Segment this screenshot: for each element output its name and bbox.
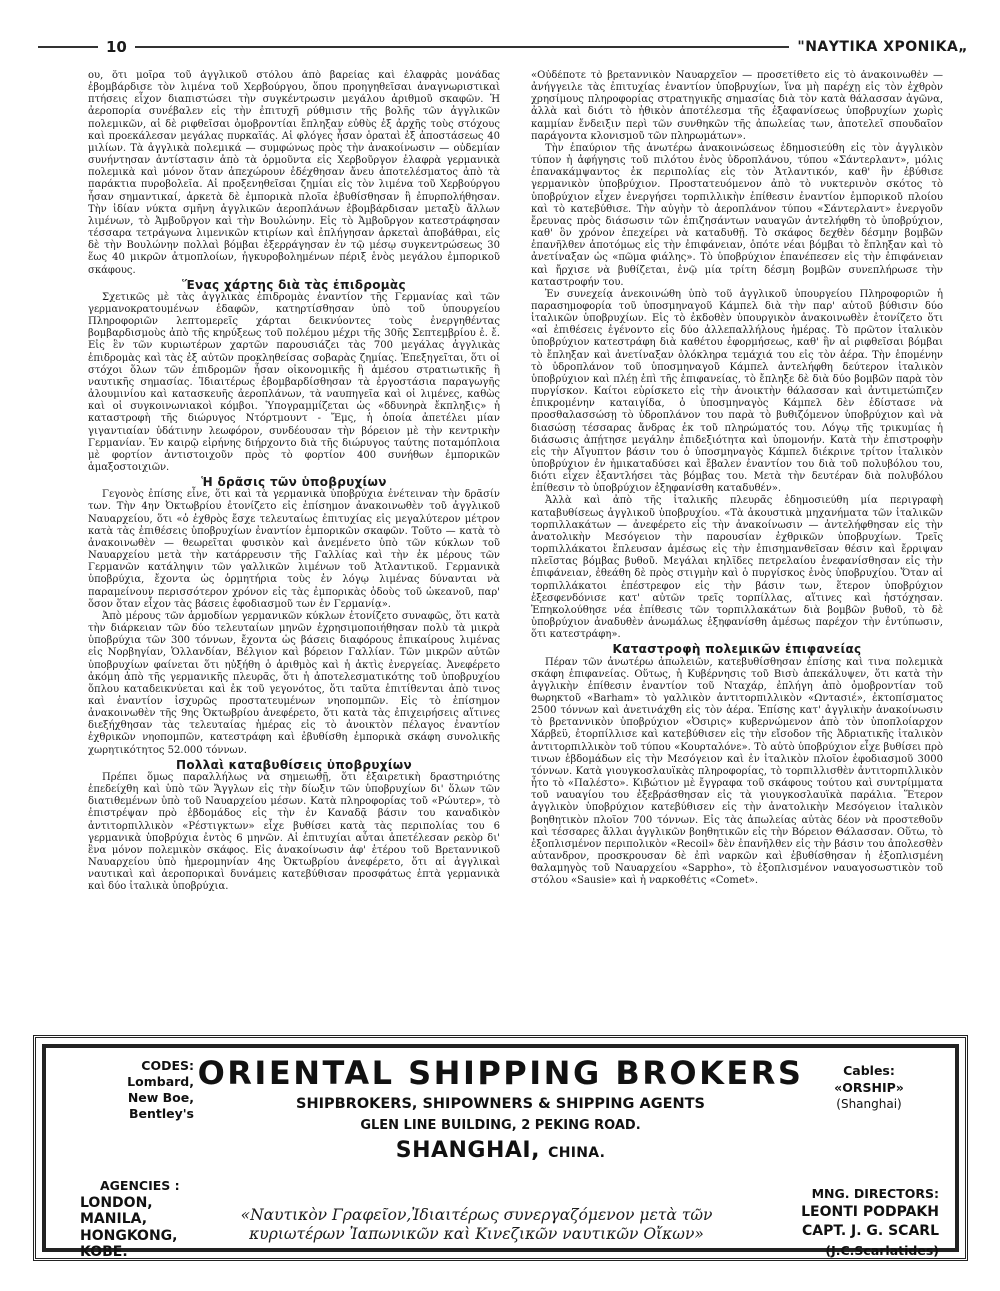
page-number: 10 xyxy=(106,38,127,56)
greek-note xyxy=(218,1206,735,1244)
cables-block xyxy=(799,1062,939,1113)
paragraph: Ἀπὸ μέρους τῶν ἁρμοδίων γερμανικῶν κύκλων ἐτονίζετο συναφῶς, ὅτι κατὰ τὴν διάρκειαν τῶν δύο τελευταίων μηνῶν ἐχρησιμοποιήθησαν πολὺ τὰ μικρὰ ὑποβρύχια τῶν 300 τόννων, ἔχοντα ὡς βάσεις διαφόρους ἐπικαίρους λιμένας εἰς Νορβηγίαν, Ὁλλανδίαν, Βέλγιον καὶ βόρειον Γαλλίαν. Τῶν μικρῶν αὐτῶν ὑποβρυχίων φαίνεται ὅτι ηὐξήθη ὁ ἀριθμὸς καὶ ἡ ἀκτὶς ἐνεργείας. Ἀνεφέρετο ἀκόμη ἀπὸ τῆς γερμανικῆς πλευρᾶς, ὅτι ἡ ἀποτελεσματικότης τοῦ ὑποβρυχίου ὅπλου καταδεικνύεται καὶ ἐκ τοῦ γεγονότος, ὅτι ταῦτα ἐπιτίθενται ἀπὸ τινος καὶ ἐναντίον ἰσχυρῶς προστατευμένων νηοπομπῶν. Εἰς τὸ ἐπίσημον ἀνακοινωθὲν τῆς 9ης Ὀκτωβρίου ἀνεφέρετο, ὅτι κατὰ τὰς ἐπιχειρήσεις αἵτινες διεξήχθησαν τὰς τελευταίας ἡμέρας εἰς τὸ ἀνοικτὸν πέλαγος ἐναντίον ἐχθρικῶν νηοπομπῶν, κατεστράφη καὶ ἐβυθίσθη ἐμπορικὰ σκάφη συνολικῆς χωρητικότητος 52.000 τόννων. xyxy=(88,610,500,756)
director-note: (J.C.Scarlatides) xyxy=(825,1243,939,1258)
agency-item: KOBE. xyxy=(80,1244,128,1260)
section-heading: Ἕνας χάρτης διὰ τὰς ἐπιδρομὰς xyxy=(182,277,406,292)
directors-block xyxy=(729,1184,939,1260)
agencies-label: AGENCIES : xyxy=(100,1178,180,1193)
codes-label: CODES: xyxy=(141,1058,194,1073)
code-item: Lombard, xyxy=(127,1074,194,1089)
page-header xyxy=(38,36,968,58)
running-title: "ΝΑΥΤΙΚΑ ΧΡΟΝΙΚΑ„ xyxy=(797,39,968,55)
section-heading: Καταστροφὴ πολεμικῶν ἐπιφανείας xyxy=(612,642,862,657)
agency-item: MANILA, xyxy=(80,1211,148,1227)
company-name: ORIENTAL SHIPPING BROKERS xyxy=(197,1054,804,1092)
agency-item: LONDON, xyxy=(80,1194,153,1211)
paragraph: Γεγονὸς ἐπίσης εἶνε, ὅτι καὶ τὰ γερμανικὰ ὑποβρύχια ἐνέτειναν τὴν δρᾶσίν των. Τὴν 4ην Ὀκτωβρίου ἐτονίζετο εἰς ἐπίσημον ἀνακοινωθὲν τοῦ ἀγγλικοῦ Ναυαρχείου, ὅτι «ὁ ἐχθρὸς ἔσχε τελευταίως ἐπιτυχίας εἰς μεγαλύτερον μέτρον κατὰ τὰς ἐπιθέσεις ὑποβρυχίων ἐναντίον ἐμπορικῶν σκαφῶν. Τοῦτο — κατὰ τὸ ἀνακοινωθὲν — θεωρεῖται φυσικὸν καὶ ἀνεμένετο ὑπὸ τῶν κύκλων τοῦ Ναυαρχείου μετὰ τὴν κατάρρευσιν τῆς Γαλλίας καὶ τὴν ἐκ μέρους τῶν Γερμανῶν κατάληψιν τῶν γαλλικῶν λιμένων τοῦ Ἀτλαντικοῦ. Γερμανικὰ ὑποβρύχια, ἔχοντα ὡς ὁρμητήρια τοὺς ἐν λόγῳ λιμένας δύνανται νὰ παραμείνουν περισσότερον χρόνον εἰς τὰς ἐμπορικὰς ὁδοὺς τοῦ ὠκεανοῦ, παρ' ὅσον ὅταν εἶχον τὰς βάσεις ἐφοδιασμοῦ των ἐν Γερμανίᾳ». xyxy=(88,489,500,610)
city-name: SHANGHAI, xyxy=(395,1138,540,1163)
right-column xyxy=(531,70,943,1030)
cables-label: Cables: xyxy=(843,1063,895,1078)
company-services: SHIPBROKERS, SHIPOWNERS & SHIPPING AGENTS xyxy=(296,1096,705,1112)
country-name: CHINA. xyxy=(548,1145,606,1161)
left-column xyxy=(88,70,500,1030)
cables-city: (Shanghai) xyxy=(836,1097,902,1111)
header-rule xyxy=(38,46,98,48)
company-city xyxy=(196,1138,805,1163)
agency-item: HONGKONG, xyxy=(80,1227,178,1244)
paragraph: «Οὐδέποτε τὸ βρεταννικὸν Ναυαρχεῖον — προσετίθετο εἰς τὸ ἀνακοινωθὲν — ἀνήγγειλε τὰς ἐπιτυχίας ἐναντίον ὑποβρυχίων, ἵνα μὴ παρέχῃ εἰς τὸν ἐχθρὸν χρησίμους πληροφορίας στρατηγικῆς σημασίας διὰ τὸν κατὰ θάλασσαν ἀγῶνα, ἀλλὰ καὶ διότι τὸ ἠθικὸν ἀποτέλεσμα τῆς ἐξαφανίσεως ὑποβρυχίων χωρὶς καμμίαν ἔνδειξιν περὶ τῶν συνθηκῶν τῆς ἀπωλείας των, ἀποτελεῖ σπουδαῖον παράγοντα κλονισμοῦ τῶν πληρωμάτων». xyxy=(531,70,943,142)
paragraph: Πρέπει ὅμως παραλλήλως νὰ σημειωθῇ, ὅτι ἐξαιρετικὴ δραστηριότης ἐπεδείχθη καὶ ὑπὸ τῶν Ἄγγλων εἰς τὴν δίωξιν τῶν ὑποβρυχίων δι' ὅλων τῶν διατιθεμένων ὑπὸ τοῦ Ναυαρχείου μέσων. Κατὰ πληροφορίας τοῦ «Ρώυτερ», τὸ ἐπιστρέψαν πρὸ ἑβδομάδος εἰς τὴν ἐν Καναδᾷ βάσιν του καναδικὸν ἀντιτορπιλλικὸν «Ρέστιγκτων» εἶχε βυθίσει κατὰ τὰς περιπολίας του 6 γερμανικὰ ὑποβρύχια ἐντὸς 6 μηνῶν. Αἱ ἐπιτυχίαι αὗται ἀπετέλεσαν ρεκὸρ δι' ἓνα μόνον πολεμικὸν σκάφος. Εἰς ἀνακοίνωσιν ἀφ' ἑτέρου τοῦ Βρεταννικοῦ Ναυαρχείου ὑπὸ ἡμερομηνίαν 4ης Ὀκτωβρίου ἀνεφέρετο, ὅτι αἱ ἀγγλικαὶ ναυτικαὶ καὶ ἀεροπορικαὶ δυνάμεις κατεβύθισαν προσφάτως ἑπτὰ γερμανικὰ καὶ δύο ἰταλικὰ ὑποβρύχια. xyxy=(88,771,500,893)
paragraph: ου, ὅτι μοῖρα τοῦ ἀγγλικοῦ στόλου ἀπὸ βαρείας καὶ ἐλαφρὰς μονάδας ἐβομβάρδισε τὸν λιμένα τοῦ Χερβούργου, ὅπου προηγηθεῖσαι ἀναγνωριστικαὶ πτήσεις εἶχον διαπιστώσει τὴν συγκέντρωσιν μεγάλου ἀριθμοῦ σκαφῶν. Ἡ ἀεροπορία συνέβαλεν εἰς τὴν ἐπιτυχῆ ρύθμισιν τῆς βολῆς τῶν ἀγγλικῶν πολεμικῶν, αἱ δὲ ριφθεῖσαι ὀμοβροντίαι ἔπληξαν εὐθὺς ἐξ ἀρχῆς τοὺς στόχους καὶ προεκάλεσαν μεγάλας πυρκαϊάς. Αἱ φλόγες ἦσαν ὁραταὶ ἐξ ἀποστάσεως 40 μιλίων. Τὰ ἀγγλικὰ πολεμικά — συμφώνως πρὸς τὴν ἀνακοίνωσιν — οὐδεμίαν συνήντησαν ἀντίστασιν ἀπὸ τὰ ὁρμοῦντα εἰς Χερβοῦργον ἐλαφρὰ γερμανικὰ πολεμικὰ καὶ μόνον ὅταν ἀπεχώρουν ἐδέχθησαν ἄνευ ἀποτελέσματος ἀπὸ τὰ παράκτια πυροβολεῖα. Αἱ προξενηθεῖσαι ζημίαι εἰς τὸν λιμένα τοῦ Χερβούργου ἦσαν σημαντικαί, ἀρκετὰ δὲ ἐμπορικὰ πλοῖα ἐβυθίσθησαν ἢ ἐπυρπολήθησαν. Τὴν ἰδίαν νύκτα σμῆνη ἀγγλικῶν ἀεροπλάνων ἐβομβάρδισαν μεταξὺ ἄλλων λιμένων, τὸ Ἀμβοῦργον καὶ τὴν Βουλώνην. Εἰς τὸ Ἀμβοῦργον κατεστράφησαν τέσσαρα τετράγωνα λιμενικῶν κτιρίων καὶ ἐπλήγησαν ἀρκεταὶ ἀποβάθραι, εἰς δὲ τὴν Βουλώνην πολλαὶ βόμβαι ἐξερράγησαν ἐν τῷ μέσῳ συγκεντρώσεως 30 ἕως 40 μικρῶν ἀτμοπλοίων, ἠγκυροβολημένων πέριξ ἑνὸς μεγάλου ἐμπορικοῦ σκάφους. xyxy=(88,70,500,276)
section-heading: Πολλαὶ καταβυθίσεις ὑποβρυχίων xyxy=(176,757,412,772)
greek-note-line: κυριωτέρων Ἰαπωνικῶν καὶ Κινεζικῶν ναυτικῶν Οἴκων» xyxy=(249,1225,704,1243)
paragraph: Σχετικῶς μὲ τὰς ἀγγλικὰς ἐπιδρομὰς ἐναντίον τῆς Γερμανίας καὶ τῶν γερμανοκρατουμένων ἐδαφῶν, κατηρτίσθησαν ὑπὸ τοῦ ὑπουργείου Πληροφοριῶν λεπτομερεῖς χάρται δεικνύοντες τοὺς ἐνεργηθέντας βομβαρδισμοὺς ἀπὸ τῆς κηρύξεως τοῦ πολέμου μέχρι τῆς 30ῆς Σεπτεμβρίου ἐ. ἔ. Εἰς ἓν τῶν κυριωτέρων χαρτῶν παρουσιάζει τὰς 700 μεγάλας ἀγγλικὰς ἐπιδρομὰς καὶ τὰς ἐξ αὐτῶν προκληθείσας σοβαρὰς ζημίας. Ἐπεξηγεῖται, ὅτι οἱ στόχοι ὅλων τῶν ἐπιδρομῶν ἦσαν οἰκονομικῆς ἢ ἀμέσου στρατιωτικῆς ἢ ναυτικῆς σημασίας. Ἰδιαιτέρως ἐβομβαρδίσθησαν τὰ ἐργοστάσια παραγωγῆς ἀλουμινίου καὶ κατασκευῆς ἀεροπλάνων, τὰ ναυπηγεῖα καὶ οἱ λιμένες, καθὼς καὶ οἱ συγκοινωνιακοὶ κόμβοι. Ὑπογραμμίζεται ὡς «δδυνηρὰ ἔκπληξις» ἡ καταστροφὴ τῆς διώρυγος Ντόρτμουντ - Ἔμς, ἡ ὁποία ἀπετέλει μίαν γιγαντιαίαν ὑδάτινην λεωφόρον, συνδέουσαν τὴν βόρειον μὲ τὴν κεντρικὴν Γερμανίαν. Ἐν καιρῷ εἰρήνης διήρχοντο διὰ τῆς διώρυγος ταύτης ποταμόπλοια μὲ φορτίον ἀντιστοιχοῦν πρὸς τὸ φορτίον 400 συνήθων ἐμπορικῶν ἁμαξοστοιχιῶν. xyxy=(88,291,500,473)
paragraph: Πέραν τῶν ἀνωτέρω ἀπωλειῶν, κατεβυθίσθησαν ἐπίσης καὶ τινα πολεμικὰ σκάφη ἐπιφανείας. Οὕτως, ἡ Κυβέρνησις τοῦ Βισὺ ἀπεκάλυψεν, ὅτι κατὰ τὴν ἀγγλικὴν ἐπίθεσιν ἐναντίον τοῦ Νταχάρ, ἐπλήγη ἀπὸ ὀμοβροντίαν τοῦ θωρηκτοῦ «Barham» τὸ γαλλικὸν ἀντιτορπιλλικὸν «Ωντασιέ», ἐκτοπίσματος 2500 τόννων καὶ ἀνετινάχθη εἰς τὸν ἀέρα. Ἐπίσης κατ' ἀγγλικὴν ἀνακοίνωσιν τὸ βρεταννικὸν ὑποβρύχιον «Ὀσιρις» κυβερνώμενον ἀπὸ τὸν ὑποπλοίαρχον Χάρβεϋ, ἐτορπίλλισε καὶ κατεβύθισεν εἰς τὴν εἴσοδον τῆς Ἀδριατικῆς ἰταλικὸν ἀντιτορπιλλικὸν τοῦ τύπου «Κουρταλόνε». Τὸ αὐτὸ ὑποβρύχιον εἶχε βυθίσει πρὸ τινων ἑβδομάδων εἰς τὴν Μεσόγειον καὶ ἐν ἰταλικὸν πλοῖον ἐφοδιασμοῦ 3000 τόννων. Κατὰ γιουγκοσλαυϊκὰς πληροφορίας, τὸ τορπιλλισθὲν ἀντιτορπιλλικὸν ἦτο τὸ «Παλέστο». Κιβώτιον μὲ ἔγγραφα τοῦ σκάφους τούτου καὶ συντρίμματα τοῦ ναυαγίου του ἐξεβράσθησαν εἰς τὰ γιουγκοσλαυϊκὰ παράλια. Ἕτερον ἀγγλικὸν ὑποβρύχιον κατεβύθισεν εἰς τὴν ἀνατολικὴν Μεσόγειον ἰταλικὸν βοηθητικὸν πλοῖον 700 τόννων. Εἰς τὰς ἀπωλείας αὐτὰς δέον νὰ προστεθοῦν καὶ τέσσαρες ἄλλαι ἀγγλικῶν βοηθητικῶν εἰς τὴν Βόρειον Θάλασσαν. Οὕτω, τὸ ἐξοπλισμένον περιπολικὸν «Recoil» δὲν ἐπανῆλθεν εἰς τὴν βάσιν του ἀπολεσθὲν αὐτανδρον, προσκρουσαν δὲ ἐπὶ ναρκῶν καὶ ἐβυθίσθησαν ἡ ἐξοπλισμένη θαλαμηγὸς τοῦ Ναυαρχείου «Sappho», τὸ ἐξοπλισμένον ναυαγοσωστικὸν τοῦ στόλου «Sausie» καὶ ἡ ναρκοθέτις «Comet». xyxy=(531,656,943,887)
paragraph: Τὴν ἐπαύριον τῆς ἀνωτέρω ἀνακοινώσεως ἐδημοσιεύθη εἰς τὸν ἀγγλικὸν τύπον ἡ ἀφήγησις τοῦ πιλότου ἑνὸς ὑδροπλάνου, τύπου «Σάντερλαντ», μόλις ἐπανακάμψαντος ἐκ περιπολίας εἰς τὸν Ἀτλαντικόν, καθ' ἣν ἐβύθισε γερμανικὸν ὑποβρύχιον. Προστατευόμενον ἀπὸ τὸ νυκτερινὸν σκότος τὸ ὑποβρύχιον εἶχεν ἐνεργήσει τορπιλλικὴν ἐπίθεσιν ἐναντίον ἐμπορικοῦ πλοίου καὶ τὸ κατεβύθισε. Τὴν αὐγὴν τὸ ἀεροπλάνον τύπου «Σάντερλαντ» ἐνεργοῦν ἔρευνας πρὸς διάσωσιν τῶν ἐπιζησάντων ναυαγῶν ἀντελήφθη τὸ ὑποβρύχιον, καθ' ὃν χρόνον ἐπεχείρει νὰ καταδυθῇ. Τὸ σκάφος δεχθὲν δέσμην βομβῶν ἐπανῆλθεν ἀποτόμως εἰς τὴν ἐπιφάνειαν, ὁπότε νέαι βόμβαι τὸ ἔπληξαν καὶ τὸ ἀνετίναξαν ὡς «πῶμα φιάλης». Τὸ ὑποβρύχιον ἐπανέπεσεν εἰς τὴν ἐπιφάνειαν καὶ ἤρχισε νὰ βυθίζεται, ἐνῷ μία τρίτη δέσμη βομβῶν συνεπλήρωσε τὴν καταστροφήν του. xyxy=(531,142,943,288)
code-item: New Boe, xyxy=(127,1090,194,1105)
agencies-block xyxy=(80,1178,210,1261)
greek-note-line: «Ναυτικὸν Γραφεῖον,Ἰδιαιτέρως συνεργαζόμενον μετὰ τῶν xyxy=(240,1206,713,1224)
codes-block xyxy=(84,1058,194,1122)
advert-frame xyxy=(42,1044,959,1260)
shipping-advertisement xyxy=(33,1035,968,1261)
directors-label: MNG. DIRECTORS: xyxy=(811,1186,939,1201)
cables-code: «ORSHIP» xyxy=(834,1080,904,1095)
company-address: GLEN LINE BUILDING, 2 PEKING ROAD. xyxy=(360,1118,641,1133)
article-columns xyxy=(88,70,943,1030)
director-name: CAPT. J. G. SCARL xyxy=(802,1223,939,1239)
code-item: Bentley's xyxy=(128,1106,194,1121)
paragraph: Ἐν συνεχείᾳ ἀνεκοινώθη ὑπὸ τοῦ ἀγγλικοῦ ὑπουργείου Πληροφοριῶν ἡ παρασημοφορία τοῦ ὑποσμηναγοῦ Κάμπελ διὰ τὴν παρ' αὐτοῦ βύθισιν δύο ἰταλικῶν ὑποβρυχίων. Εἰς τὸ ἐκδοθὲν ὑπουργικὸν ἀνακοινωθὲν ἐτονίζετο ὅτι «αἱ ἐπιθέσεις ἐγένοντο εἰς δύο ἀλλεπαλλήλους ἡμέρας. Τὸ πρῶτον ἰταλικὸν ὑποβρύχιον κατεστράφη διὰ καθέτου ἐφορμήσεως, καθ' ἣν αἱ ριφθεῖσαι βόμβαι τὸ ἔπληξαν καὶ ἀνετίναξαν ὁλόκληρα τεμάχιά του εἰς τὸν ἀέρα. Τὴν ἑπομένην τὸ ὑδροπλάνον τοῦ ὑποσμηναγοῦ Κάμπελ ἀντελήφθη δεύτερον ἰταλικὸν ὑποβρύχιον καὶ πλέῃ ἐπὶ τῆς ἐπιφανείας, τὸ ἔπληξε δὲ διὰ δύο βομβῶν παρὰ τὸν πυργίσκον. Καίτοι εὑρίσκετο εἰς τὴν ἀνοικτὴν θάλασσαν καὶ ἀντιμετώπιζεν ἐπικρομένην καταιγίδα, ὁ ὑποσμηναγὸς Κάμπελ δὲν ἐδίστασε νὰ προσθαλασσώσῃ τὸ ὑδροπλάνον του παρὰ τὸ βυθιζόμενον ὑποβρύχιον καὶ νὰ διασώσῃ τέσσαρας ἄνδρας ἐκ τοῦ πληρώματός του. Λόγῳ τῆς τρικυμίας ἡ διάσωσις ἀπῄτησε μεγάλην ἐπιδεξιότητα καὶ ὑπομονήν. Κατὰ τὴν ἐπιστροφὴν εἰς τὴν Αἴγυπτον βάσιν του ὁ ὑποσμηναγὸς Κάμπελ διέκρινε τρίτον ἰταλικὸν ὑποβρύχιον ἐν ἡμικαταδύσει καὶ ἔβαλεν ἐναντίον του διὰ τοῦ πολυβόλου του, διότι εἶχεν ἐξαντλήσει τὰς βόμβας του. Μετὰ τὴν δευτέραν διὰ πολυβόλου ἐπίθεσιν τὸ ὑποβρύχιον ἐξηφανίσθη καταδυθέν». xyxy=(531,288,943,495)
header-rule xyxy=(135,46,790,48)
director-name: LEONTI PODPAKH xyxy=(801,1204,939,1220)
paragraph: Ἀλλὰ καὶ ἀπὸ τῆς ἰταλικῆς πλευρᾶς ἐδημοσιεύθη μία περιγραφὴ καταβυθίσεως ἀγγλικοῦ ὑποβρυχίου. «Τὰ ἀκουστικὰ μηχανήματα τῶν ἰταλικῶν τορπιλλακάτων — ἀνεφέρετο εἰς τὴν ἀνακοίνωσιν — ἀντελήφθησαν εἰς τὴν ἀνατολικὴν Μεσόγειον τὴν παρουσίαν ἐχθρικῶν ὑποβρυχίων. Τρεῖς τορπιλλάκατοι ἔπλευσαν ἀμέσως εἰς τὴν ἐπισημανθεῖσαν θέσιν καὶ ἔρριψαν πλεῖστας βόμβας βυθοῦ. Μεγάλαι κηλῖδες πετρελαίου ἐνεφανίσθησαν εἰς τὴν ἐπιφάνειαν, ἐθεάθη δὲ πρὸς στιγμὴν καὶ ὁ πυργίσκος ἑνὸς ὑποβρυχίου. Ὅταν αἱ τορπιλλάκατοι ἐπέστρεφον εἰς τὴν βάσιν των, ἕτερον ὑποβρύχιον ἐξεσφενδόνισε κατ' αὐτῶν τρεῖς τορπίλλας, αἵτινες καὶ ἠστόχησαν. Ἐπηκολούθησε νέα ἐπίθεσις τῶν τορπιλλακάτων διὰ βομβῶν βυθοῦ, τὸ δὲ ὑποβρύχιον ἀναδυθὲν ἀνωμάλως ἐξηφανίσθη ἀμέσως παρέχον τὴν ἐντύπωσιν, ὅτι κατεστράφη». xyxy=(531,495,943,641)
section-heading: Ἡ δρᾶσις τῶν ὑποβρυχίων xyxy=(201,475,387,490)
